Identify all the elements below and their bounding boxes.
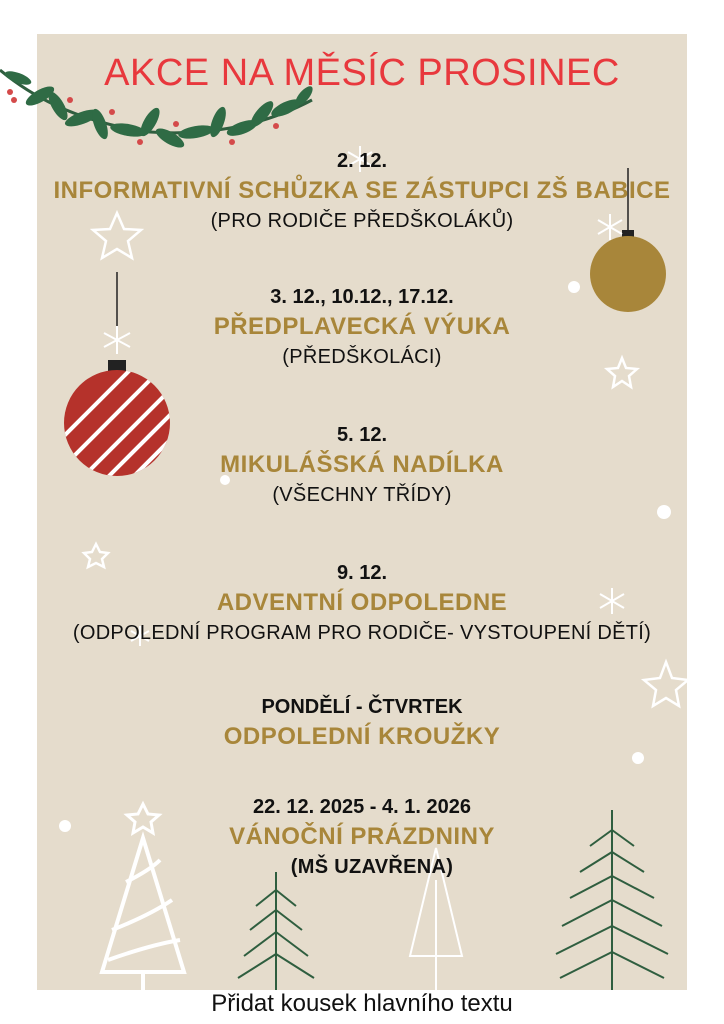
event-note: (PRO RODIČE PŘEDŠKOLÁKŮ) — [210, 210, 514, 232]
event-name: ADVENTNÍ ODPOLEDNE — [216, 589, 508, 616]
event-note: (ODPOLEDNÍ PROGRAM PRO RODIČE- VYSTOUPENÍ DĚTÍ) — [72, 622, 652, 644]
event-name: MIKULÁŠSKÁ NADÍLKA — [220, 451, 504, 478]
event-name: ODPOLEDNÍ KROUŽKY — [223, 723, 501, 750]
event-5 — [0, 694, 724, 754]
event-date: 5. 12. — [336, 424, 388, 446]
event-6 — [0, 794, 724, 880]
event-date: 2. 12. — [336, 150, 388, 172]
event-2 — [0, 284, 724, 370]
page-title: AKCE NA MĚSÍC PROSINEC — [104, 52, 620, 94]
event-name: VÁNOČNÍ PRÁZDNINY — [229, 823, 495, 850]
event-date: 9. 12. — [336, 562, 388, 584]
event-note: (MŠ UZAVŘENA) — [290, 856, 454, 878]
event-1 — [0, 148, 724, 234]
event-3 — [0, 422, 724, 508]
event-name: PŘEDPLAVECKÁ VÝUKA — [213, 313, 511, 340]
event-date: PONDĚLÍ - ČTVRTEK — [261, 696, 463, 718]
pine-tree-icon — [238, 872, 314, 990]
event-4 — [0, 560, 724, 646]
event-date: 22. 12. 2025 - 4. 1. 2026 — [253, 796, 471, 818]
event-date: 3. 12., 10.12., 17.12. — [270, 286, 454, 308]
event-note: (PŘEDŠKOLÁCI) — [282, 346, 442, 368]
event-note: (VŠECHNY TŘÍDY) — [272, 484, 452, 506]
event-name: INFORMATIVNÍ SCHŮZKA SE ZÁSTUPCI ZŠ BABICE — [53, 177, 671, 204]
footer-text: Přidat kousek hlavního textu — [211, 990, 513, 1017]
